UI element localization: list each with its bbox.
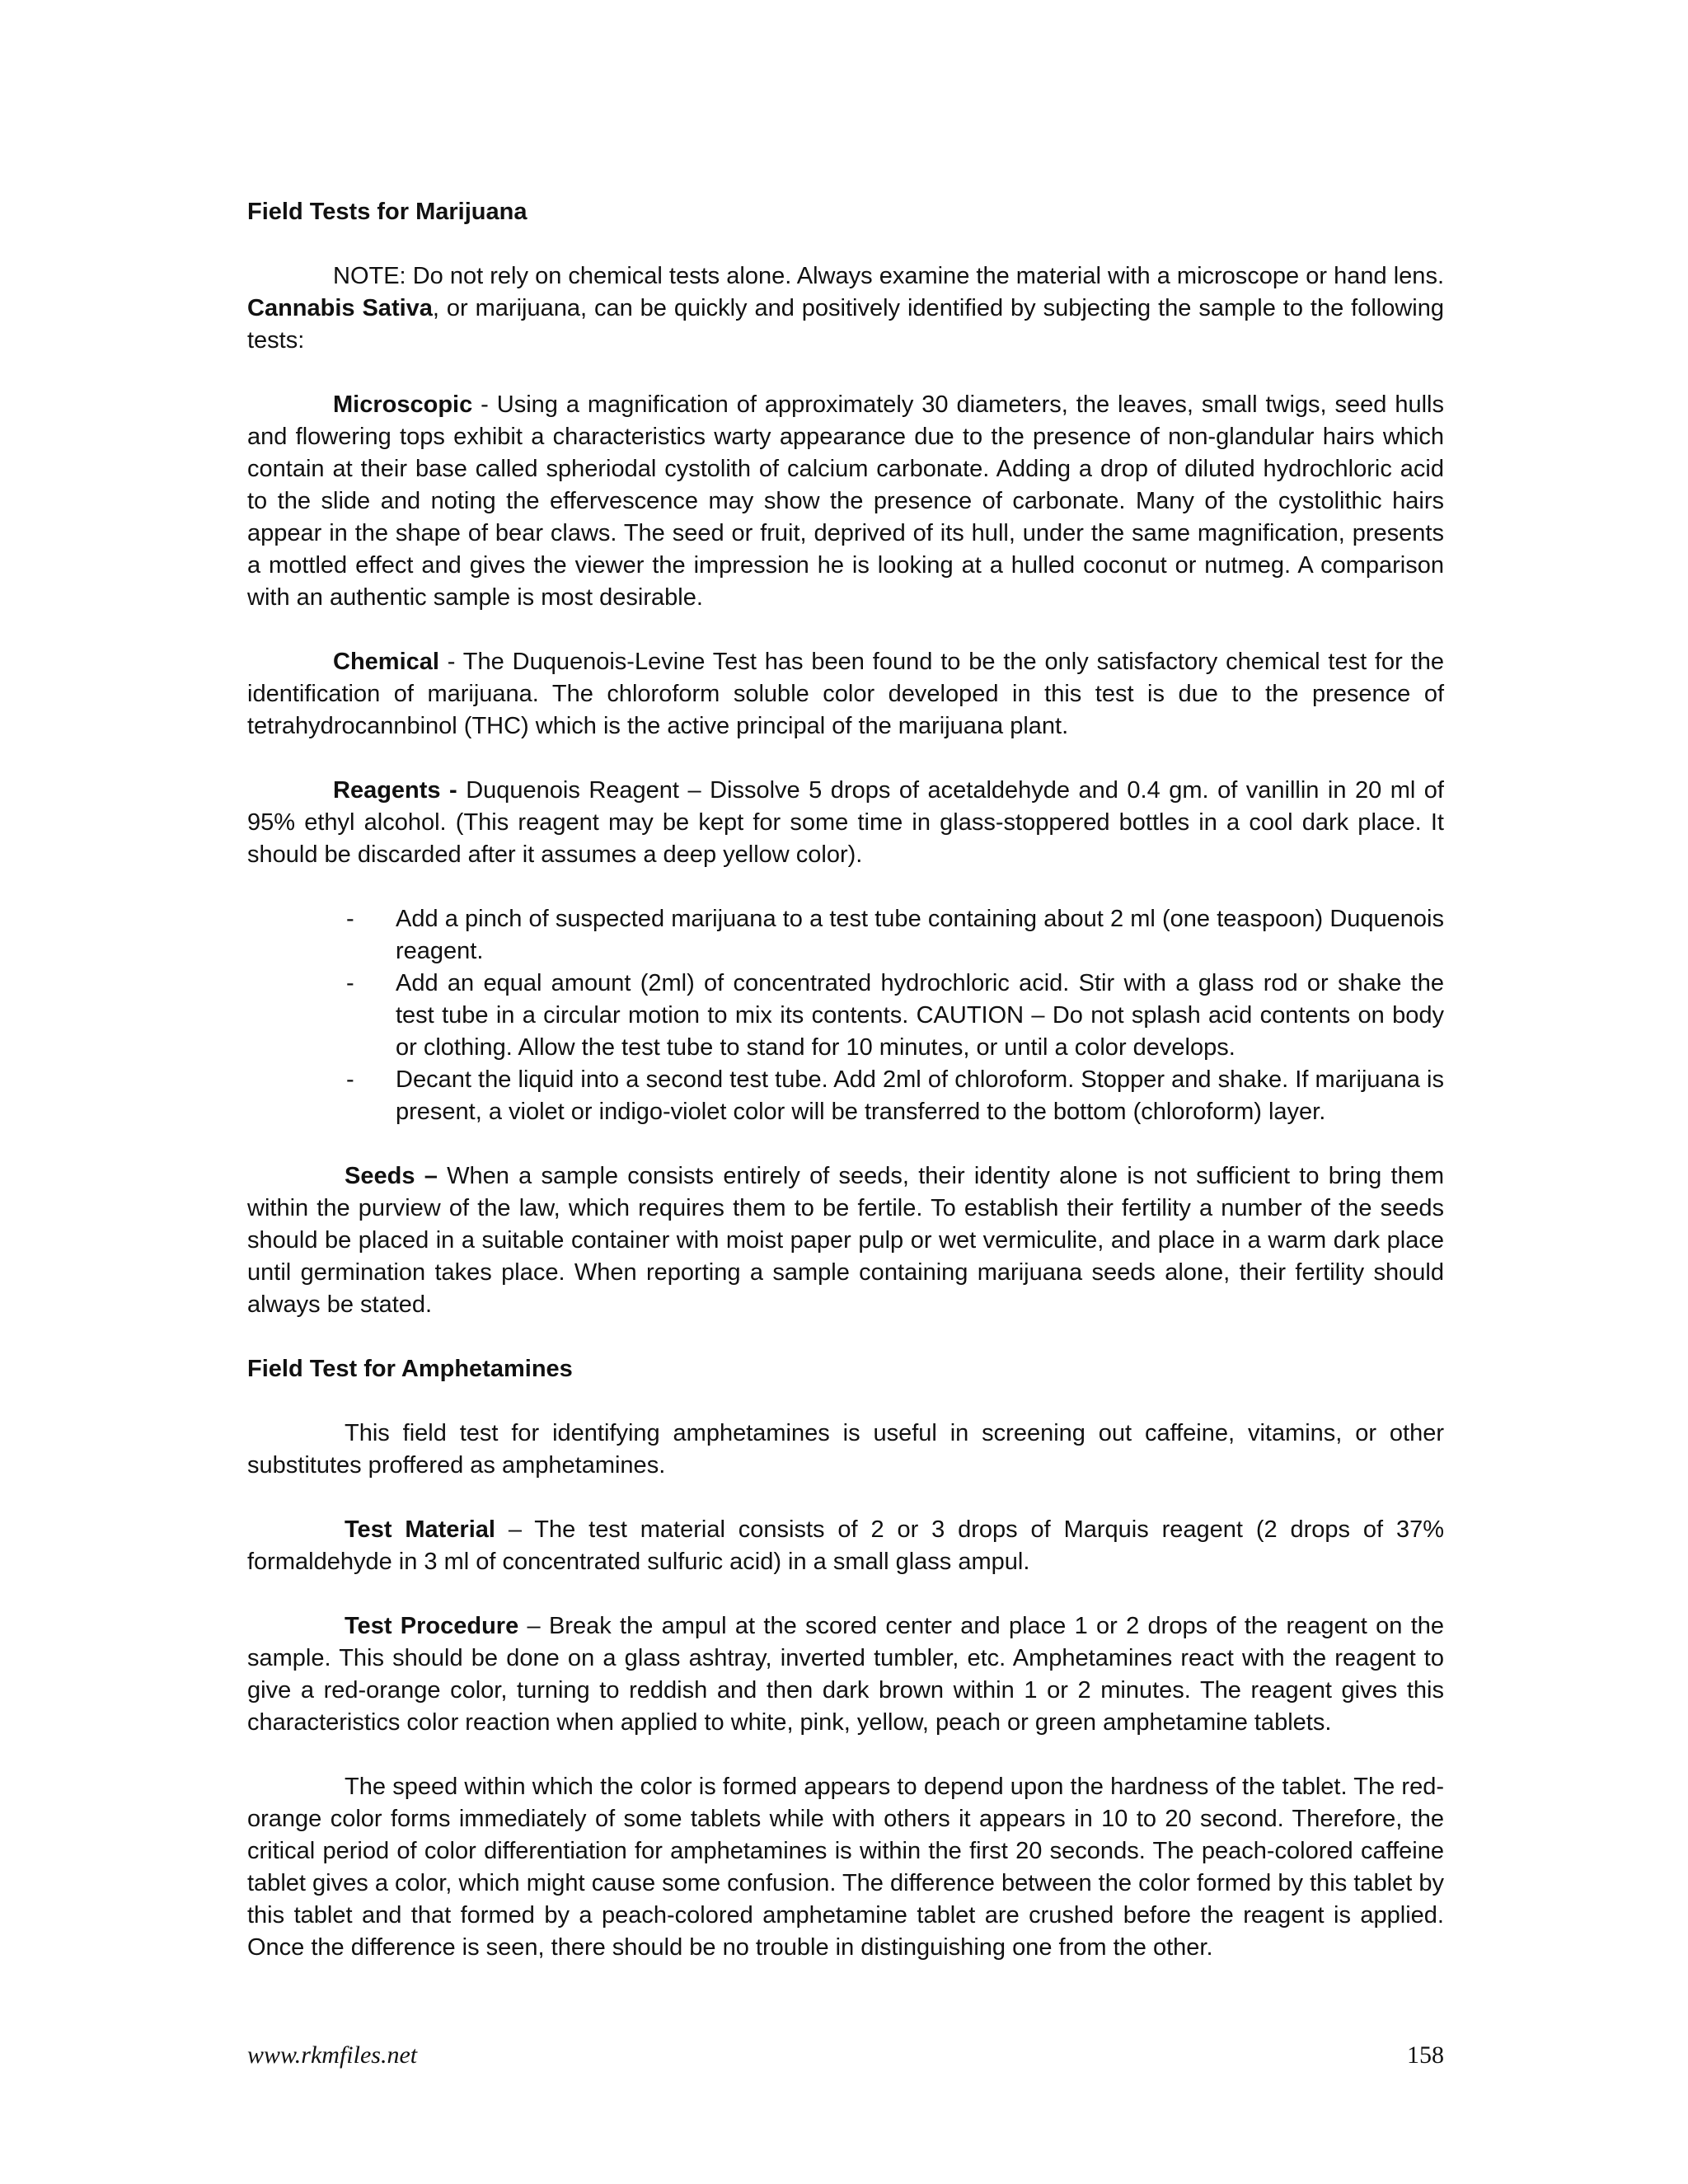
footer-site-link[interactable]: www.rkmfiles.net	[247, 2041, 418, 2069]
list-item	[247, 1064, 1444, 1128]
list-marker: -	[346, 906, 354, 932]
chemical-term: Chemical	[333, 649, 439, 675]
list-marker: -	[346, 1066, 354, 1093]
seeds-term: Seeds –	[345, 1163, 438, 1189]
test-procedure-term: Test Procedure	[345, 1613, 519, 1639]
list-item	[247, 903, 1444, 968]
section-heading-marijuana: Field Tests for Marijuana	[247, 199, 528, 225]
page-content	[247, 196, 1444, 1964]
microscopic-paragraph	[247, 389, 1444, 614]
cannabis-text: , or marijuana, can be quickly and positively identified by subjecting the sample to the following tests:	[247, 295, 1445, 354]
reagents-term: Reagents -	[333, 777, 457, 804]
list-item	[247, 968, 1444, 1064]
speed-paragraph: The speed within which the color is formed appears to depend upon the hardness of the tablet. The red-orange color forms immediately of some tablets while with others it appears in 10 to 20 second. Therefore, the critical period of color differentiation for amphetamines is within the first 20 seconds. The peach-colored caffeine tablet gives a color, which might cause some confusion. The difference between the color formed by this tablet by this tablet and that formed by a peach-colored amphetamine tablet are crushed before the reagent is applied. Once the difference is seen, there should be no trouble in distinguishing one from the other.	[247, 1774, 1444, 1961]
list-item-text: Add an equal amount (2ml) of concentrated hydrochloric acid. Stir with a glass rod or shake the test tube in a circular motion to mix its contents. CAUTION – Do not splash acid contents on body or clothing. Allow the test tube to stand for 10 minutes, or until a color develops.	[396, 970, 1444, 1061]
chemical-text: - The Duquenois-Levine Test has been found to be the only satisfactory chemical test for the identification of marijuana. The chloroform soluble color developed in this test is due to the presence of tetrahydrocannbinol (THC) which is the active principal of the marijuana plant.	[247, 649, 1444, 739]
seeds-text: When a sample consists entirely of seeds, their identity alone is not sufficient to bring them within the purview of the law, which requires them to be fertile. To establish their fertility a number of the seeds should be placed in a suitable container with moist paper pulp or wet vermiculite, and place in a warm dark place until germination takes place. When reporting a sample containing marijuana seeds alone, their fertility should always be stated.	[247, 1163, 1444, 1318]
test-material-text: – The test material consists of 2 or 3 drops of Marquis reagent (2 drops of 37% formaldehyde in 3 ml of concentrated sulfuric acid) in a small glass ampul.	[247, 1516, 1444, 1575]
test-material-paragraph	[247, 1514, 1444, 1578]
test-procedure-paragraph	[247, 1610, 1444, 1739]
list-marker: -	[346, 970, 354, 996]
intro-paragraph: This field test for identifying amphetamines is useful in screening out caffeine, vitamins, or other substitutes proffered as amphetamines.	[247, 1420, 1444, 1479]
test-procedure-text: – Break the ampul at the scored center and place 1 or 2 drops of the reagent on the sample. This should be done on a glass ashtray, inverted tumbler, etc. Amphetamines react with the reagent to give a red-orange color, turning to reddish and then dark brown within 1 or 2 minutes. The reagent gives this characteristics color reaction when applied to white, pink, yellow, peach or green amphetamine tablets.	[247, 1613, 1445, 1736]
reagents-paragraph	[247, 775, 1444, 871]
seeds-paragraph	[247, 1160, 1444, 1321]
procedure-list	[247, 903, 1444, 1128]
test-material-term: Test Material	[345, 1516, 495, 1543]
list-item-text: Add a pinch of suspected marijuana to a test tube containing about 2 ml (one teaspoon) Duquenois reagent.	[396, 906, 1444, 964]
note-text: NOTE: Do not rely on chemical tests alone. Always examine the material with a microscope or hand lens.	[333, 263, 1444, 289]
microscopic-term: Microscopic	[333, 391, 473, 418]
page-footer	[247, 2041, 1444, 2074]
reagents-text: Duquenois Reagent – Dissolve 5 drops of acetaldehyde and 0.4 gm. of vanillin in 20 ml of 95% ethyl alcohol. (This reagent may be kept for some time in glass-stoppered bottles in a cool dark place. It should be discarded after it assumes a deep yellow color).	[247, 777, 1444, 868]
chemical-paragraph	[247, 646, 1444, 743]
list-item-text: Decant the liquid into a second test tube. Add 2ml of chloroform. Stopper and shake. If marijuana is present, a violet or indigo-violet color will be transferred to the bottom (chloroform) layer.	[396, 1066, 1444, 1125]
section-heading-amphetamines: Field Test for Amphetamines	[247, 1356, 573, 1382]
page-number: 158	[1407, 2041, 1444, 2069]
cannabis-term: Cannabis Sativa	[247, 295, 433, 321]
note-paragraph	[247, 260, 1444, 357]
microscopic-text: - Using a magnification of approximately 30 diameters, the leaves, small twigs, seed hulls and flowering tops exhibit a characteristics warty appearance due to the presence of non-glandular hairs which contain at their base called spheriodal cystolith of calcium carbonate. Adding a drop of diluted hydrochloric acid to the slide and noting the effervescence may show the presence of carbonate. Many of the cystolithic hairs appear in the shape of bear claws. The seed or fruit, deprived of its hull, under the same magnification, presents a mottled effect and gives the viewer the impression he is looking at a hulled coconut or nutmeg. A comparison with an authentic sample is most desirable.	[247, 391, 1444, 611]
